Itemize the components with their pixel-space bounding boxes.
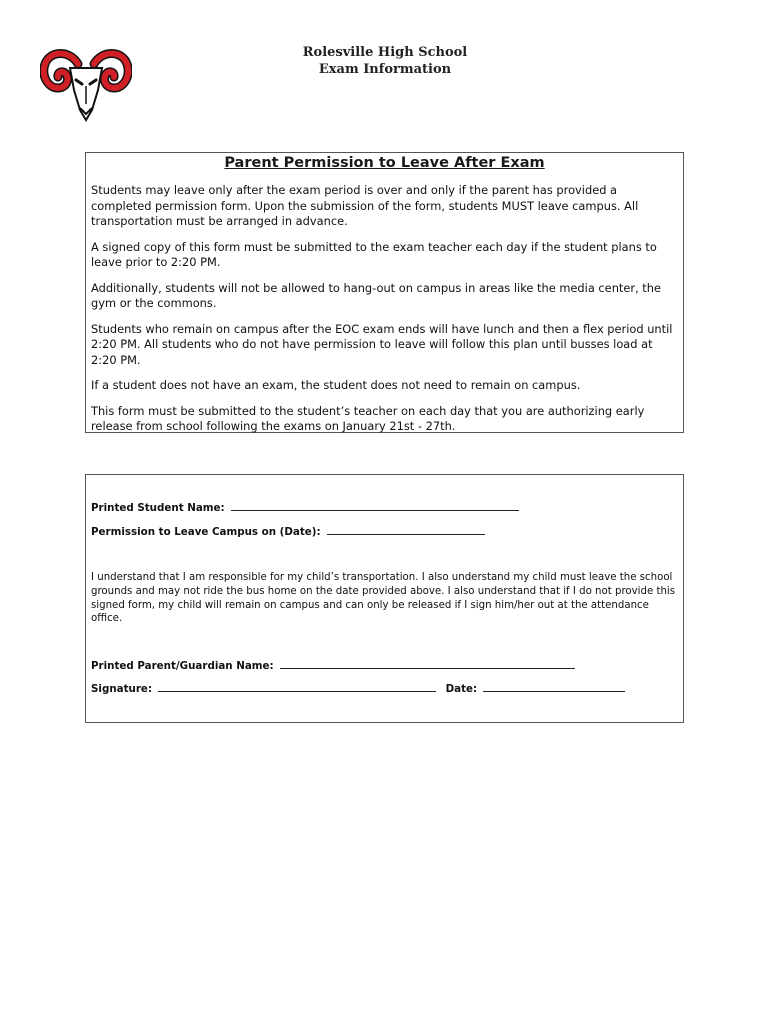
permission-date-row bbox=[91, 523, 485, 538]
school-name: Rolesville High School bbox=[302, 45, 468, 60]
notice-body bbox=[91, 183, 677, 445]
header-subtitle: Exam Information bbox=[318, 62, 452, 77]
notice-paragraph: Students may leave only after the exam period is over and only if the parent has provided a completed permission form. Upon the submission of the form, students MUST leave campus. All transportation must be arranged in advance. bbox=[91, 183, 639, 228]
notice-paragraph: Additionally, students will not be allowed to hang-out on campus in areas like the media center, the gym or the commons. bbox=[91, 280, 662, 310]
signature-row bbox=[91, 680, 625, 695]
signature-label: Signature: bbox=[91, 683, 153, 695]
notice-paragraph: If a student does not have an exam, the student does not need to remain on campus. bbox=[91, 378, 581, 392]
notice-paragraph: This form must be submitted to the student’s teacher on each day that you are authorizing early release from school following the exams on January 21st - 27th. bbox=[91, 403, 645, 433]
document-header bbox=[230, 44, 540, 78]
permission-date-label: Permission to Leave Campus on (Date): bbox=[91, 526, 321, 538]
parent-name-label: Printed Parent/Guardian Name: bbox=[91, 660, 274, 672]
student-name-field[interactable] bbox=[231, 499, 519, 511]
date-field[interactable] bbox=[483, 680, 625, 692]
ram-head-icon bbox=[40, 46, 132, 124]
parent-statement: I understand that I am responsible for my child’s transportation. I also understand my child must leave the school grounds and may not ride the bus home on the date provided above. I also understand that if I do not provide this signed form, my child will remain on campus and can only be released if I sign him/her out at the attendance office. bbox=[91, 572, 676, 625]
notice-box bbox=[85, 152, 684, 433]
student-name-row bbox=[91, 499, 519, 514]
notice-title: Parent Permission to Leave After Exam bbox=[224, 155, 545, 171]
permission-form bbox=[85, 474, 684, 723]
notice-paragraph: A signed copy of this form must be submitted to the exam teacher each day if the student plans to leave prior to 2:20 PM. bbox=[91, 239, 657, 269]
permission-date-field[interactable] bbox=[327, 523, 485, 535]
student-name-label: Printed Student Name: bbox=[91, 502, 225, 514]
notice-paragraph: Students who remain on campus after the EOC exam ends will have lunch and then a flex period until 2:20 PM. All students who do not have permission to leave will follow this plan until busses load at 2:20 PM. bbox=[91, 321, 673, 367]
school-logo bbox=[40, 46, 132, 124]
date-label: Date: bbox=[445, 683, 478, 695]
parent-name-row bbox=[91, 657, 575, 672]
parent-name-field[interactable] bbox=[280, 657, 575, 669]
signature-field[interactable] bbox=[158, 680, 436, 692]
